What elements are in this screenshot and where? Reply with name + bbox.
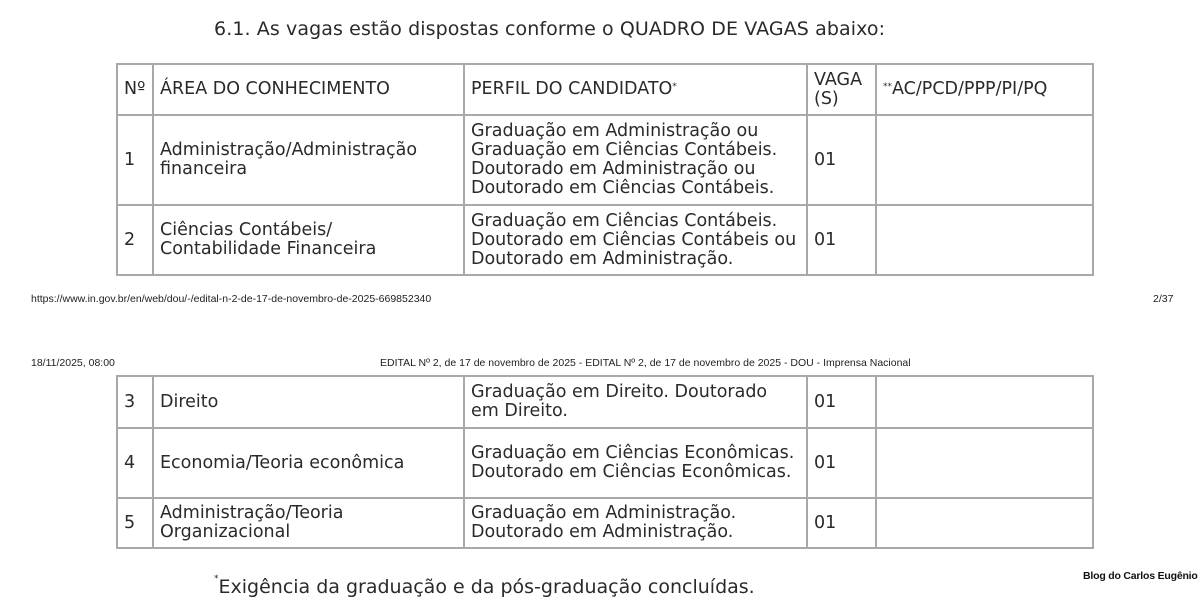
row-num: 4 bbox=[117, 428, 153, 498]
vacancy-table-part-2 bbox=[116, 375, 1094, 549]
row-area: Administração/Administração financeira bbox=[153, 115, 464, 205]
row-vagas: 01 bbox=[807, 115, 876, 205]
row-perfil: Graduação em Direito. Doutorado em Direito. bbox=[464, 376, 807, 428]
row-num: 3 bbox=[117, 376, 153, 428]
row-area: Economia/Teoria econômica bbox=[153, 428, 464, 498]
table-row bbox=[117, 498, 1093, 548]
row-vagas: 01 bbox=[807, 428, 876, 498]
header-tipo: **AC/PCD/PPP/PI/PQ bbox=[876, 64, 1093, 115]
page-header-datetime: 18/11/2025, 08:00 bbox=[31, 357, 115, 369]
row-num: 5 bbox=[117, 498, 153, 548]
row-tipo bbox=[876, 498, 1093, 548]
row-vagas: 01 bbox=[807, 376, 876, 428]
row-vagas: 01 bbox=[807, 205, 876, 275]
table-row bbox=[117, 205, 1093, 275]
header-vagas: VAGA (S) bbox=[807, 64, 876, 115]
page-number: 2/37 bbox=[1153, 293, 1174, 305]
row-perfil: Graduação em Administração. Doutorado em Administração. bbox=[464, 498, 807, 548]
row-perfil: Graduação em Administração ou Graduação em Ciências Contábeis. Doutorado em Administração ou Doutorado em Ciências Contábeis. bbox=[464, 115, 807, 205]
vacancy-table-part-1 bbox=[116, 63, 1094, 276]
page-footer-url: https://www.in.gov.br/en/web/dou/-/edital-n-2-de-17-de-novembro-de-2025-669852340 bbox=[31, 293, 432, 305]
header-perfil: PERFIL DO CANDIDATO* bbox=[464, 64, 807, 115]
table-header-row bbox=[117, 64, 1093, 115]
row-tipo bbox=[876, 376, 1093, 428]
section-heading: 6.1. As vagas estão dispostas conforme o QUADRO DE VAGAS abaixo: bbox=[214, 18, 886, 40]
row-perfil: Graduação em Ciências Econômicas. Doutorado em Ciências Econômicas. bbox=[464, 428, 807, 498]
row-area: Administração/Teoria Organizacional bbox=[153, 498, 464, 548]
table-row bbox=[117, 428, 1093, 498]
footnote: *Exigência da graduação e da pós-graduação concluídas. bbox=[214, 574, 755, 598]
row-vagas: 01 bbox=[807, 498, 876, 548]
page-header-title: EDITAL Nº 2, de 17 de novembro de 2025 - EDITAL Nº 2, de 17 de novembro de 2025 - DOU - Imprensa Nacional bbox=[380, 357, 911, 369]
row-area: Ciências Contábeis/ Contabilidade Financeira bbox=[153, 205, 464, 275]
row-tipo bbox=[876, 428, 1093, 498]
header-area: ÁREA DO CONHECIMENTO bbox=[153, 64, 464, 115]
row-num: 1 bbox=[117, 115, 153, 205]
row-tipo bbox=[876, 115, 1093, 205]
table-row bbox=[117, 115, 1093, 205]
header-num: Nº bbox=[117, 64, 153, 115]
blog-watermark: Blog do Carlos Eugênio bbox=[1083, 570, 1198, 582]
table-row bbox=[117, 376, 1093, 428]
row-area: Direito bbox=[153, 376, 464, 428]
row-tipo bbox=[876, 205, 1093, 275]
row-perfil: Graduação em Ciências Contábeis. Doutorado em Ciências Contábeis ou Doutorado em Administração. bbox=[464, 205, 807, 275]
row-num: 2 bbox=[117, 205, 153, 275]
